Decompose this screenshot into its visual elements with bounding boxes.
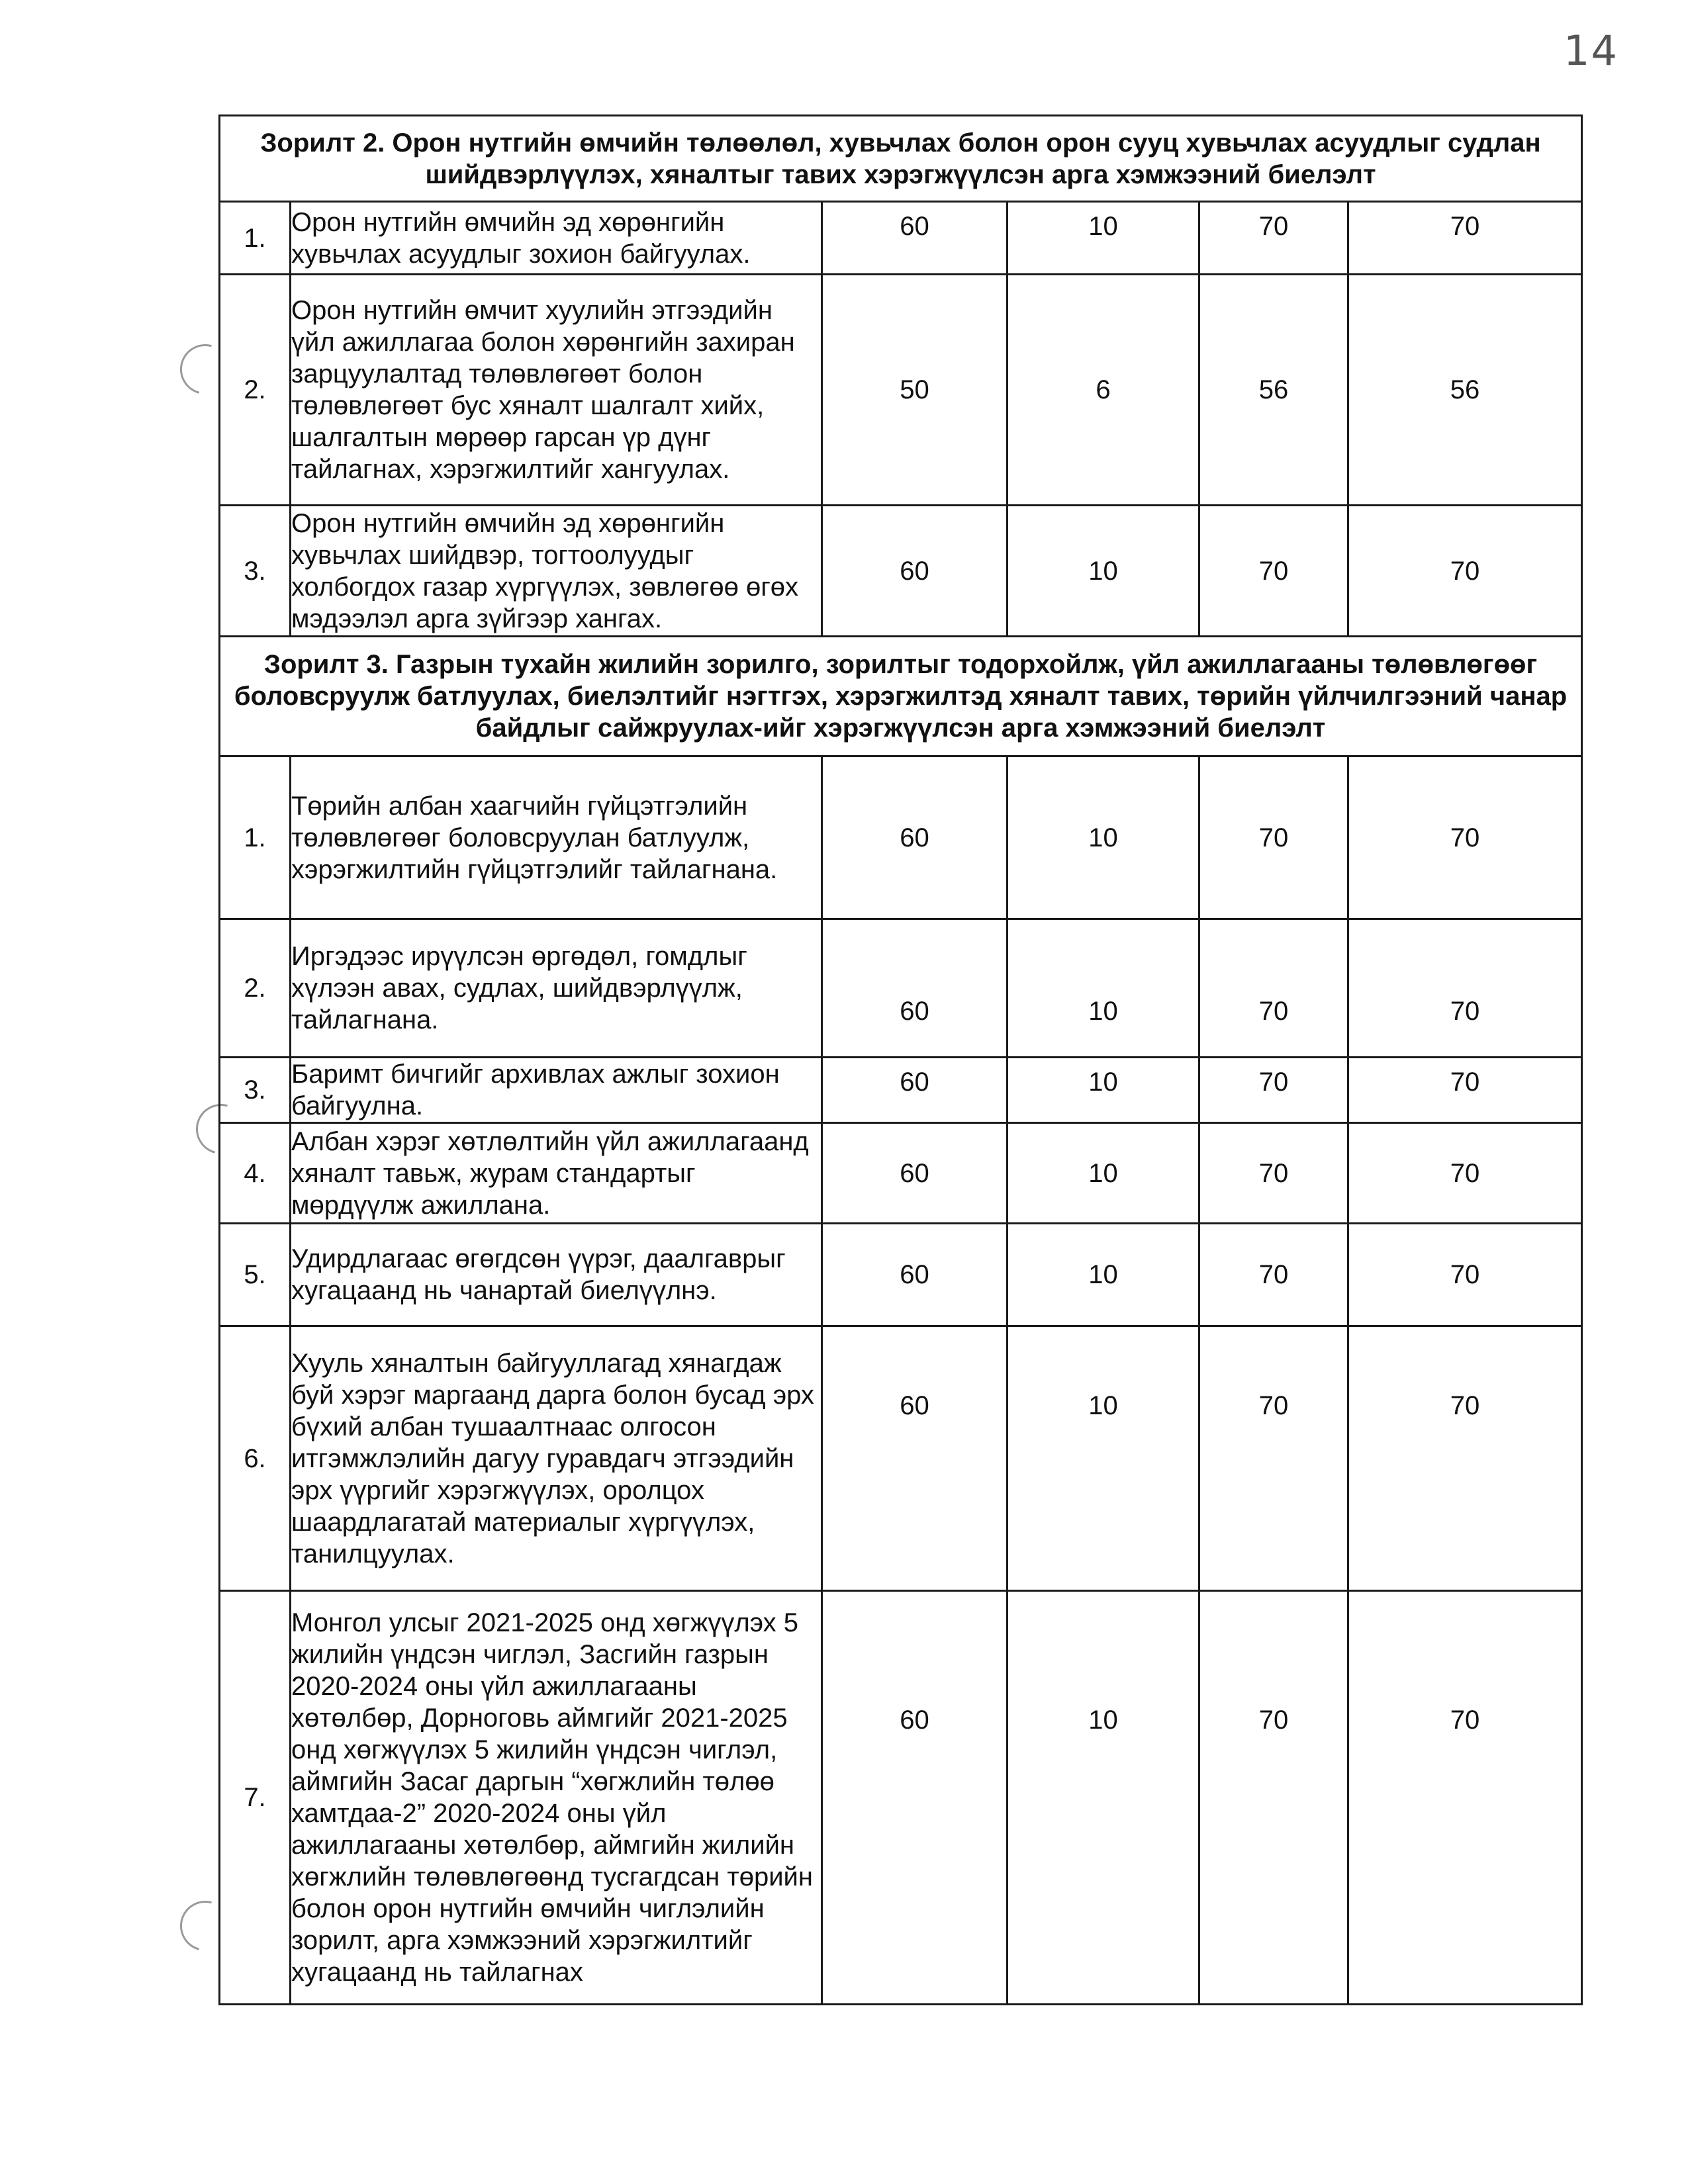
task-description: Иргэдээс ирүүлсэн өргөдөл, гомдлыг хүлээн авах, судлах, шийдвэрлүүлж, тайлагнана. <box>291 919 822 1058</box>
row-number: 1. <box>220 202 291 275</box>
row-number: 3. <box>220 1058 291 1123</box>
table-row <box>220 275 1582 506</box>
value-cell: 60 <box>822 919 1008 1058</box>
value-cell: 10 <box>1008 506 1199 637</box>
value-cell: 60 <box>822 506 1008 637</box>
value-cell: 10 <box>1008 1058 1199 1123</box>
value-cell: 70 <box>1348 1326 1582 1591</box>
task-description: Орон нутгийн өмчит хуулийн этгээдийн үйл ажиллагаа болон хөрөнгийн захиран зарцуулалтад төлөвлөгөөт болон төлөвлөгөөт бус хяналт шалгалт хийх, шалгалтын мөрөөр гарсан үр дүнг тайлагнах, хэрэгжилтийг хангуулах. <box>291 275 822 506</box>
value-cell: 60 <box>822 1224 1008 1326</box>
row-number: 2. <box>220 919 291 1058</box>
value-cell: 10 <box>1008 1224 1199 1326</box>
value-cell: 70 <box>1348 1058 1582 1123</box>
value-cell: 70 <box>1348 506 1582 637</box>
table-row <box>220 1326 1582 1591</box>
value-cell: 10 <box>1008 1591 1199 2005</box>
value-cell: 60 <box>822 756 1008 919</box>
value-cell: 70 <box>1348 1591 1582 2005</box>
value-cell: 70 <box>1199 1326 1348 1591</box>
value-cell: 70 <box>1199 1123 1348 1224</box>
page-number: 14 <box>1564 26 1618 75</box>
table-row <box>220 919 1582 1058</box>
task-description: Орон нутгийн өмчийн эд хөрөнгийн хувьчлах асуудлыг зохион байгуулах. <box>291 202 822 275</box>
table-row <box>220 1591 1582 2005</box>
row-number: 6. <box>220 1326 291 1591</box>
value-cell: 60 <box>822 1326 1008 1591</box>
value-cell: 60 <box>822 1123 1008 1224</box>
row-number: 2. <box>220 275 291 506</box>
value-cell: 6 <box>1008 275 1199 506</box>
section-title: Зорилт 2. Орон нутгийн өмчийн төлөөлөл, хувьчлах болон орон сууц хувьчлах асуудлыг судлан шийдвэрлүүлэх, хяналтыг тавих хэрэгжүүлсэн арга хэмжээний биелэлт <box>220 116 1582 202</box>
section-title: Зорилт 3. Газрын тухайн жилийн зорилго, зорилтыг тодорхойлж, үйл ажиллагааны төлөвлөгөөг боловсруулж батлуулах, биелэлтийг нэгтгэх, хэрэгжилтэд хяналт тавих, төрийн үйлчилгээний чанар байдлыг сайжруулах-ийг хэрэгжүүлсэн арга хэмжээний биелэлт <box>220 637 1582 756</box>
value-cell: 70 <box>1348 919 1582 1058</box>
table-row <box>220 202 1582 275</box>
row-number: 1. <box>220 756 291 919</box>
value-cell: 56 <box>1348 275 1582 506</box>
task-description: Хууль хяналтын байгууллагад хянагдаж буй хэрэг маргаанд дарга болон бусад эрх бүхий албан тушаалтнаас олгосон итгэмжлэлийн дагуу гуравдагч этгээдийн эрх үүргийг хэрэгжүүлэх, оролцох шаардлагатай материалыг хүргүүлэх, танилцуулах. <box>291 1326 822 1591</box>
table-row <box>220 506 1582 637</box>
row-number: 5. <box>220 1224 291 1326</box>
value-cell: 70 <box>1348 1224 1582 1326</box>
value-cell: 10 <box>1008 1326 1199 1591</box>
table-row <box>220 756 1582 919</box>
table-row <box>220 1123 1582 1224</box>
row-number: 3. <box>220 506 291 637</box>
row-number: 4. <box>220 1123 291 1224</box>
task-description: Албан хэрэг хөтлөлтийн үйл ажиллагаанд хяналт тавьж, журам стандартыг мөрдүүлж ажиллана. <box>291 1123 822 1224</box>
task-description: Удирдлагаас өгөгдсөн үүрэг, даалгаврыг хугацаанд нь чанартай биелүүлнэ. <box>291 1224 822 1326</box>
value-cell: 70 <box>1348 1123 1582 1224</box>
task-description: Орон нутгийн өмчийн эд хөрөнгийн хувьчлах шийдвэр, тогтоолуудыг холбогдох газар хүргүүлэх, зөвлөгөө өгөх мэдээлэл арга зүйгээр хангах. <box>291 506 822 637</box>
value-cell: 10 <box>1008 1123 1199 1224</box>
section-header-row <box>220 637 1582 756</box>
value-cell: 50 <box>822 275 1008 506</box>
table-row <box>220 1224 1582 1326</box>
value-cell: 70 <box>1199 756 1348 919</box>
value-cell: 70 <box>1199 202 1348 275</box>
value-cell: 60 <box>822 202 1008 275</box>
task-description: Баримт бичгийг архивлах ажлыг зохион байгуулна. <box>291 1058 822 1123</box>
value-cell: 60 <box>822 1058 1008 1123</box>
value-cell: 60 <box>822 1591 1008 2005</box>
value-cell: 70 <box>1199 1591 1348 2005</box>
task-description: Төрийн албан хаагчийн гүйцэтгэлийн төлөвлөгөөг боловсруулан батлуулж, хэрэгжилтийн гүйцэтгэлийг тайлагнана. <box>291 756 822 919</box>
value-cell: 70 <box>1199 1058 1348 1123</box>
value-cell: 10 <box>1008 919 1199 1058</box>
value-cell: 70 <box>1348 202 1582 275</box>
task-description: Монгол улсыг 2021-2025 онд хөгжүүлэх 5 жилийн үндсэн чиглэл, Засгийн газрын 2020-2024 оны үйл ажиллагааны хөтөлбөр, Дорноговь аймгийг 2021-2025 онд хөгжүүлэх 5 жилийн үндсэн чиглэл, аймгийн Засаг даргын “хөгжлийн төлөө хамтдаа-2” 2020-2024 оны үйл ажиллагааны хөтөлбөр, аймгийн жилийн хөгжлийн төлөвлөгөөнд тусгагдсан төрийн болон орон нутгийн өмчийн чиглэлийн зорилт, арга хэмжээний хэрэгжилтийг хугацаанд нь тайлагнах <box>291 1591 822 2005</box>
value-cell: 10 <box>1008 202 1199 275</box>
value-cell: 70 <box>1199 919 1348 1058</box>
value-cell: 70 <box>1199 1224 1348 1326</box>
section-header-row <box>220 116 1582 202</box>
activity-table <box>218 114 1583 2005</box>
value-cell: 10 <box>1008 756 1199 919</box>
value-cell: 70 <box>1199 506 1348 637</box>
table-row <box>220 1058 1582 1123</box>
row-number: 7. <box>220 1591 291 2005</box>
value-cell: 70 <box>1348 756 1582 919</box>
value-cell: 56 <box>1199 275 1348 506</box>
